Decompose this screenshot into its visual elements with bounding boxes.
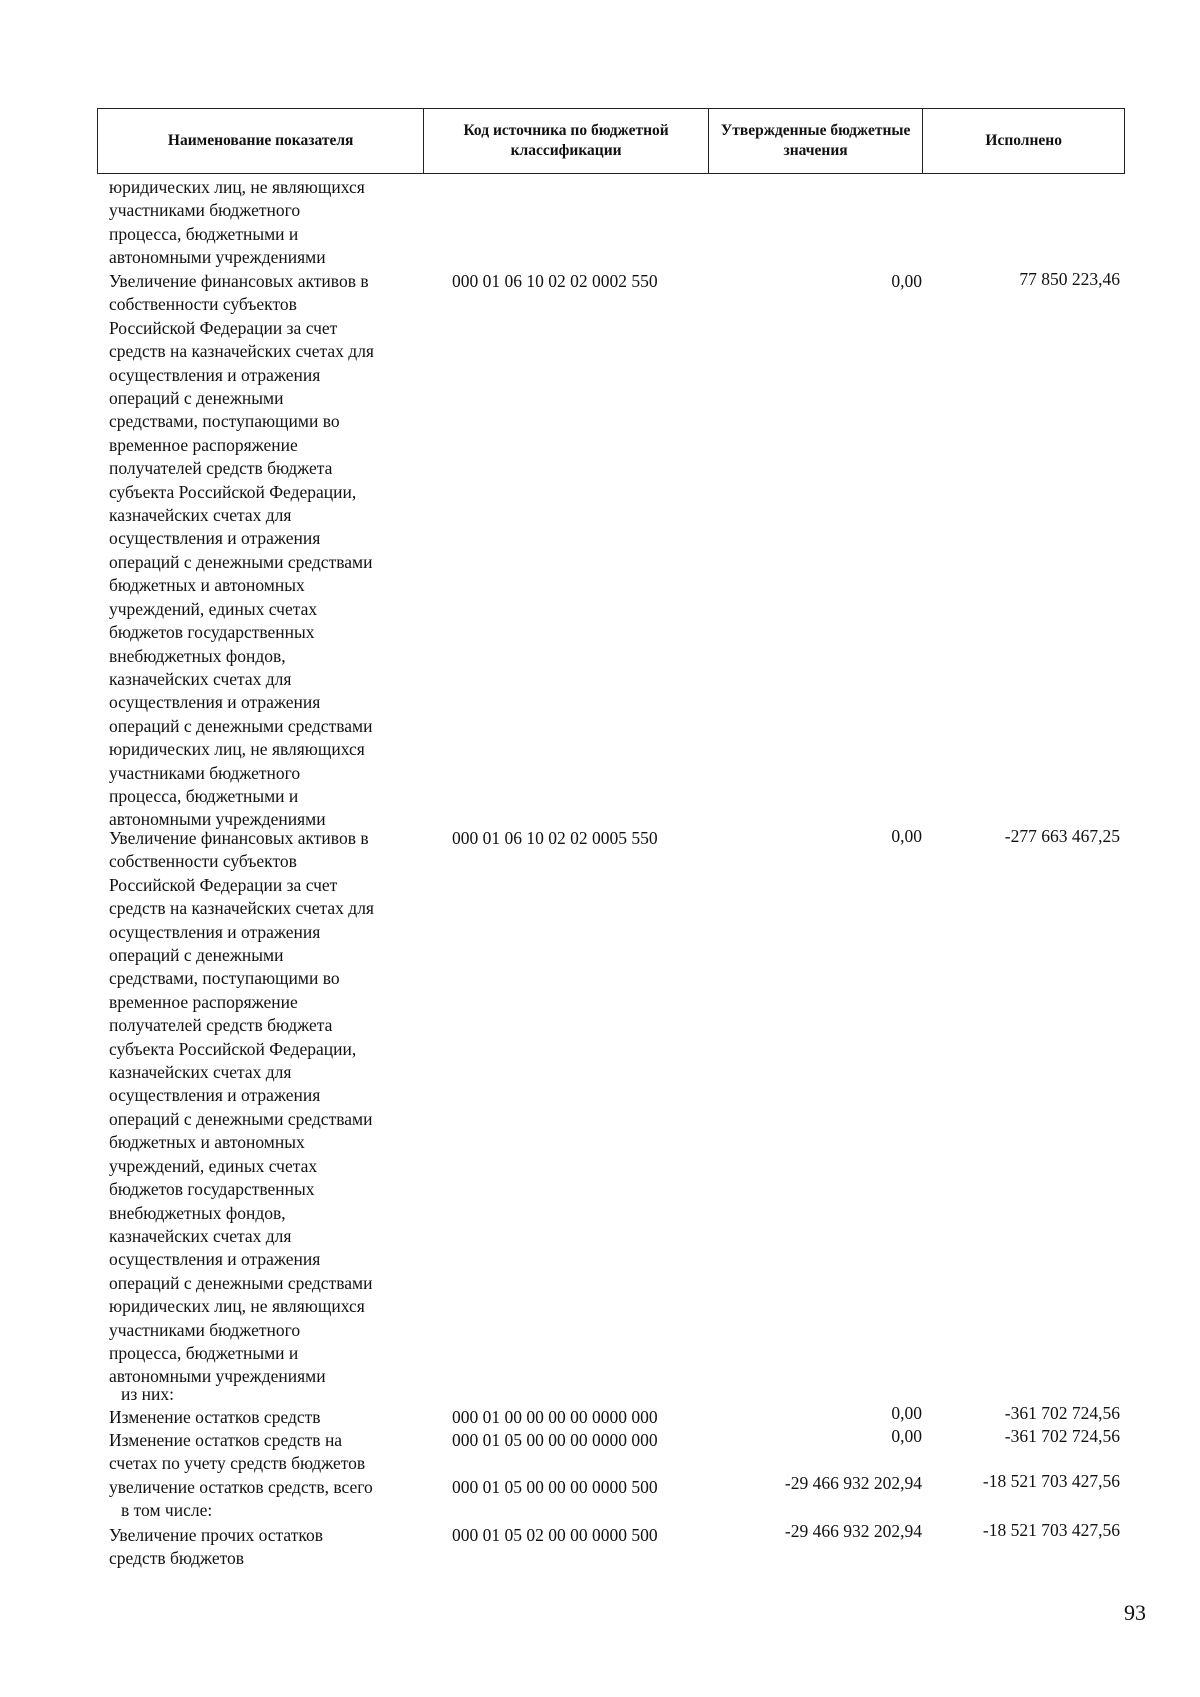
row-code: 000 01 05 00 00 00 0000 500 [452, 1477, 658, 1497]
row-approved: 0,00 [891, 271, 922, 291]
row-code: 000 01 06 10 02 02 0005 550 [452, 828, 658, 848]
row-approved: 0,00 [891, 1403, 922, 1423]
row-code: 000 01 05 00 00 00 0000 000 [452, 1430, 658, 1450]
header-approved: Утвержденные бюджетные значения [709, 109, 924, 173]
row-name: из них: [121, 1384, 174, 1404]
row-code: 000 01 05 02 00 00 0000 500 [452, 1525, 658, 1545]
header-name: Наименование показателя [98, 109, 424, 173]
header-executed: Исполнено [985, 132, 1062, 149]
page-number: 93 [1124, 1600, 1146, 1625]
row-approved: -29 466 932 202,94 [784, 1473, 922, 1493]
row-approved: 0,00 [891, 826, 922, 846]
row-executed: -277 663 467,25 [1004, 826, 1120, 846]
table-header [97, 108, 1125, 174]
row-executed: -361 702 724,56 [1004, 1426, 1120, 1446]
row-name: юридических лиц, не являющихся участниками бюджетного процесса, бюджетными и автономными учреждениями [109, 177, 365, 268]
row-name: Изменение остатков средств [109, 1407, 321, 1427]
row-name: Увеличение финансовых активов в собственности субъектов Российской Федерации за счет средств на казначейских счетах для осуществления и отражения операций с денежными средствами, поступающими во временное распоряжение получателей средств бюджета субъекта Российской Федерации, казначейских счетах для осуществления и отражения операций с денежными средствами бюджетных и автономных учреждений, единых счетах бюджетов государственных внебюджетных фондов, казначейских счетах для осуществления и отражения операций с денежными средствами юридических лиц, не являющихся участниками бюджетного процесса, бюджетными и автономными учреждениями [109, 271, 374, 830]
header-code: Код источника по бюджетной классификации [424, 109, 708, 173]
row-code: 000 01 00 00 00 00 0000 000 [452, 1407, 658, 1427]
row-executed: -18 521 703 427,56 [982, 1471, 1120, 1491]
row-executed: -18 521 703 427,56 [982, 1520, 1120, 1540]
row-code: 000 01 06 10 02 02 0002 550 [452, 271, 658, 291]
row-name: Увеличение финансовых активов в собственности субъектов Российской Федерации за счет средств на казначейских счетах для осуществления и отражения операций с денежными средствами, поступающими во временное распоряжение получателей средств бюджета субъекта Российской Федерации, казначейских счетах для осуществления и отражения операций с денежными средствами бюджетных и автономных учреждений, единых счетах бюджетов государственных внебюджетных фондов, казначейских счетах для осуществления и отражения операций с денежными средствами юридических лиц, не являющихся участниками бюджетного процесса, бюджетными и автономными учреждениями [109, 828, 374, 1387]
row-name: увеличение остатков средств, всего [109, 1477, 373, 1497]
row-name: Увеличение прочих остатков средств бюджетов [109, 1525, 323, 1569]
row-approved: -29 466 932 202,94 [784, 1521, 922, 1541]
row-name: Изменение остатков средств на счетах по учету средств бюджетов [109, 1430, 366, 1474]
row-name: в том числе: [121, 1500, 213, 1520]
row-executed: 77 850 223,46 [1019, 269, 1120, 289]
row-approved: 0,00 [891, 1426, 922, 1446]
row-executed: -361 702 724,56 [1004, 1403, 1120, 1423]
